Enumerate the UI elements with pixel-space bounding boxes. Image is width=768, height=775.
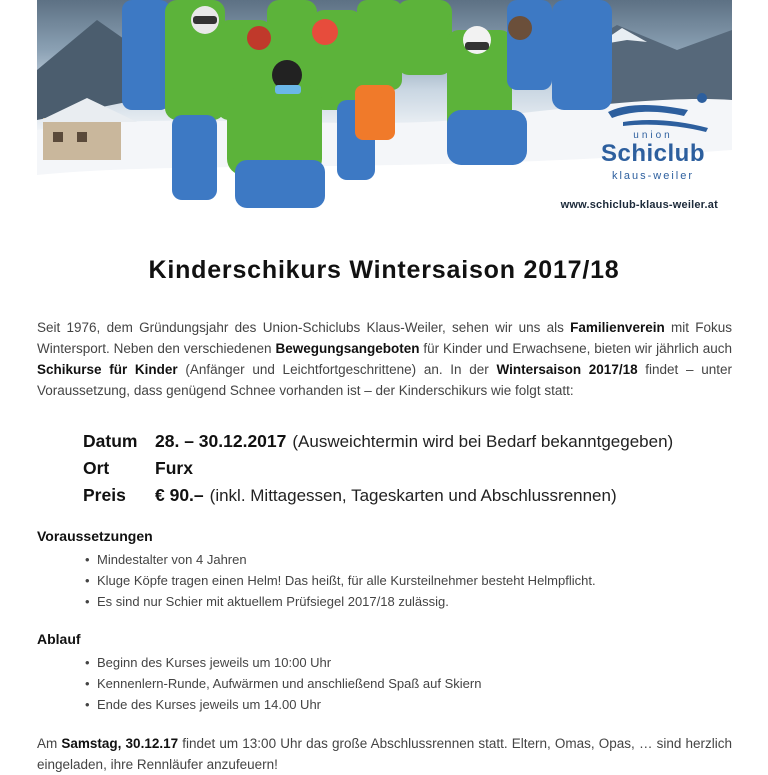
intro-text: Seit 1976, dem Gründungsjahr des Union-Schiclubs Klaus-Weiler, sehen wir uns als	[37, 320, 571, 335]
fact-note: (Ausweichtermin wird bei Bedarf bekanntgegeben)	[292, 431, 674, 451]
section-title: Ablauf	[37, 631, 81, 647]
course-facts	[83, 428, 673, 509]
fact-value: € 90.–	[155, 485, 204, 505]
intro-bold: Wintersaison 2017/18	[496, 362, 638, 377]
list-item: • Kennenlern-Runde, Aufwärmen und anschließend Spaß auf Skiern	[85, 673, 732, 694]
list-item: • Es sind nur Schier mit aktuellem Prüfsiegel 2017/18 zulässig.	[85, 591, 732, 612]
list-item: • Mindestalter von 4 Jahren	[85, 549, 732, 570]
fact-preis	[83, 482, 673, 509]
fact-ort	[83, 455, 673, 482]
closing-paragraph	[37, 733, 732, 775]
schiclub-logo	[588, 92, 718, 192]
closing-bold: Samstag, 30.12.17	[61, 736, 179, 751]
intro-text: (Anfänger und Leichtfortgeschrittene) an. In der	[177, 362, 497, 377]
closing-text: Am	[37, 736, 62, 751]
voraussetzungen-list	[37, 549, 732, 612]
skier-logo-icon	[588, 92, 718, 132]
logo-union-text: union	[633, 130, 673, 141]
fact-label: Ort	[83, 458, 110, 478]
header-photo	[37, 0, 732, 224]
list-item: • Ende des Kurses jeweils um 14.00 Uhr	[85, 694, 732, 715]
fact-note: (inkl. Mittagessen, Tageskarten und Abschlussrennen)	[209, 485, 617, 505]
closing-text: findet um 13:00 Uhr das große Abschlussrennen statt. Eltern, Omas, Opas, … sind herzlich eingeladen, ihre Rennläufer anzufeuern!	[37, 736, 732, 772]
section-ablauf	[37, 631, 732, 715]
intro-bold: Bewegungsangeboten	[275, 341, 420, 356]
logo-sub-text: klaus-weiler	[611, 170, 695, 182]
fact-datum	[83, 428, 673, 455]
intro-paragraph	[37, 317, 732, 401]
fact-value: 28. – 30.12.2017	[155, 431, 287, 451]
ablauf-list	[37, 652, 732, 715]
intro-text: mit Fokus Wintersport. Neben den verschiedenen	[37, 320, 733, 356]
intro-bold: Familienverein	[570, 320, 665, 335]
section-title: Voraussetzungen	[37, 528, 153, 544]
website-link[interactable]: www.schiclub-klaus-weiler.at	[560, 199, 718, 211]
list-item: • Beginn des Kurses jeweils um 10:00 Uhr	[85, 652, 732, 673]
logo-main-text: Schiclub	[600, 140, 706, 167]
fact-value: Furx	[155, 458, 193, 478]
page-title: Kinderschikurs Wintersaison 2017/18	[148, 256, 620, 284]
list-item: • Kluge Köpfe tragen einen Helm! Das heißt, für alle Kursteilnehmer besteht Helmpflicht.	[85, 570, 732, 591]
section-voraussetzungen	[37, 528, 732, 612]
fact-label: Datum	[83, 431, 138, 451]
intro-text: für Kinder und Erwachsene, bieten wir jährlich auch	[419, 341, 732, 356]
intro-text: findet – unter Voraussetzung, dass genügend Schnee vorhanden ist – der Kinderschikurs wie folgt statt:	[37, 362, 732, 398]
intro-bold: Schikurse für Kinder	[37, 362, 178, 377]
fact-label: Preis	[83, 485, 126, 505]
